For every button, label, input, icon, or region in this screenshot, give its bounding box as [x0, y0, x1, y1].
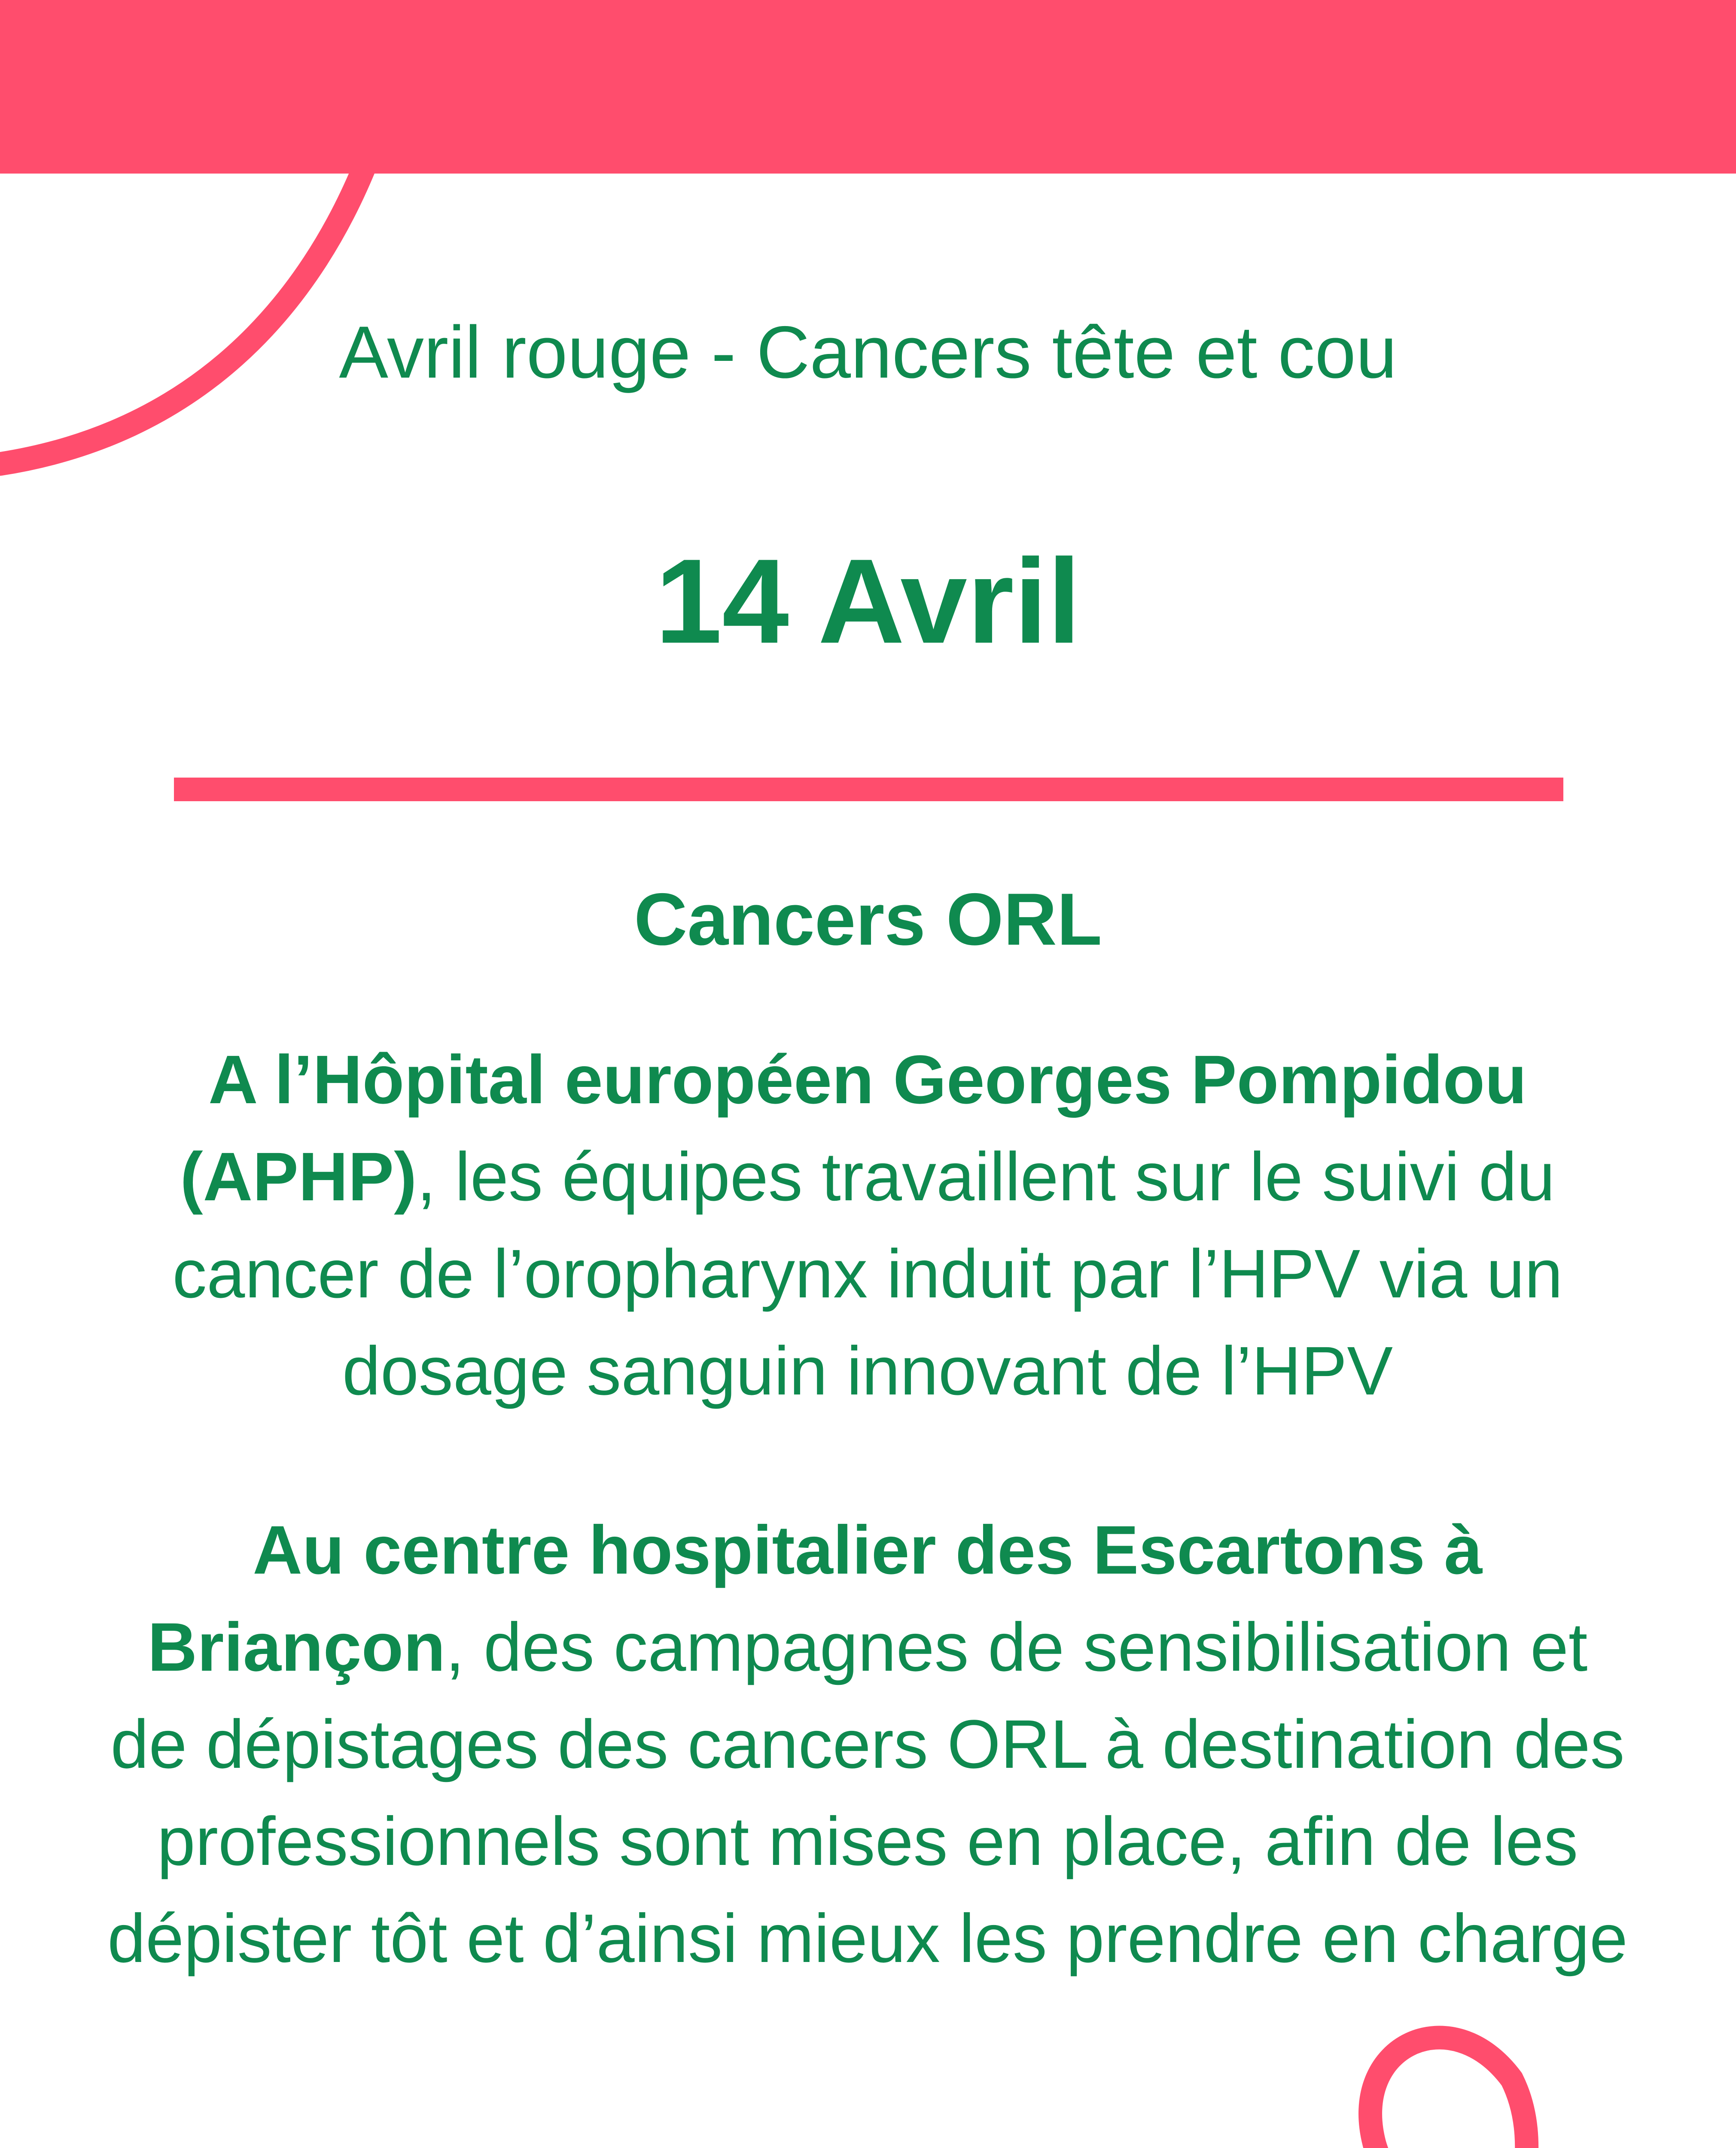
paragraph-escartons-briancon [107, 1501, 1628, 1987]
paragraph-2-strong: Au centre hospitalier des Escartons à Briançon [147, 1511, 1483, 1685]
section-title: Cancers ORL [634, 878, 1102, 961]
paragraph-1-text: , les équipes travaillent sur le suivi du cancer de l’oropharynx induit par l’HPV via un dosage sanguin innovant de l’HPV [172, 1138, 1563, 1409]
campaign-subtitle: Avril rouge - Cancers tête et cou [339, 311, 1397, 394]
paragraph-1-strong: A l’Hôpital européen Georges Pompidou (APHP) [180, 1041, 1527, 1215]
paragraph-hopital-georges-pompidou [107, 1031, 1628, 1419]
paragraph-2-text: , des campagnes de sensibilisation et de dépistages des cancers ORL à destination des professionnels sont mises en place, afin de les dépister tôt et d’ainsi mieux les prendre en charge [107, 1608, 1628, 1977]
divider-line [174, 778, 1563, 801]
date-heading: 14 Avril [655, 534, 1081, 668]
top-accent-band [0, 0, 1736, 174]
